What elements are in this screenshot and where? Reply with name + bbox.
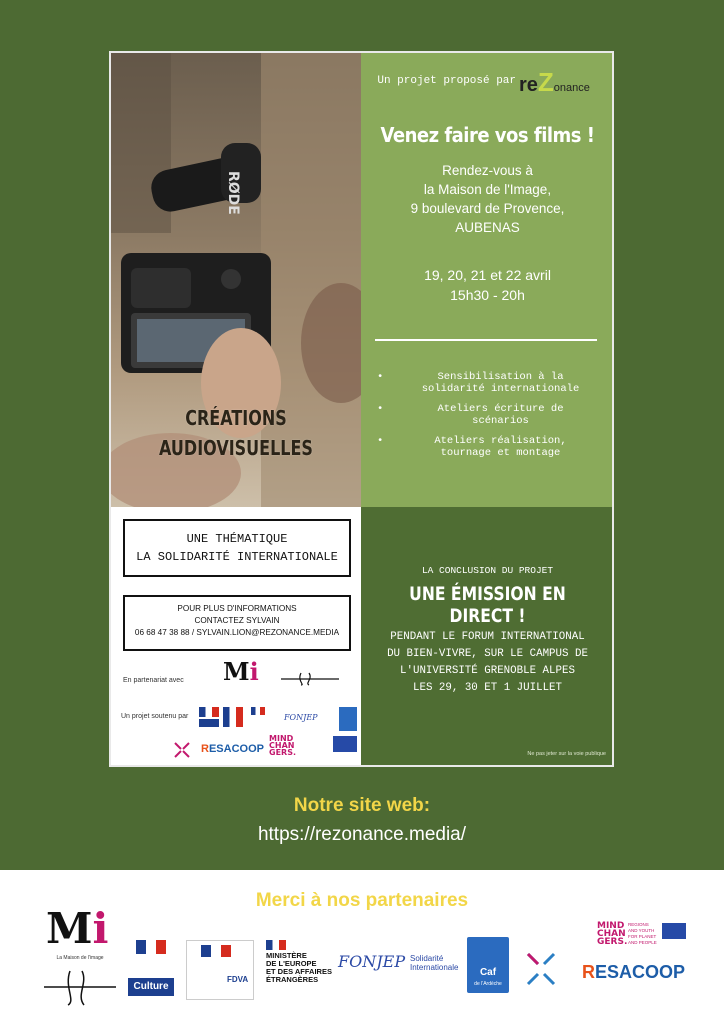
dates (361, 265, 614, 305)
resacoop-logo-small (201, 743, 264, 755)
culture-label: Culture (128, 978, 174, 996)
address-line: 9 boulevard de Provence, (410, 201, 565, 216)
mindchangers-sub (628, 922, 657, 946)
caf-label: Caf (479, 967, 497, 978)
republique-francaise-logo-small (199, 707, 219, 717)
fdva-logo (186, 940, 254, 1000)
rezonance-logo-z: Z (537, 67, 554, 97)
mindchangers-sub-line: AND PEOPLE (628, 940, 657, 945)
fonjep-sub-line: Internationale (410, 963, 459, 972)
mi-mark: Mi (46, 904, 109, 953)
proposed-by-label: Un projet proposé par (377, 75, 516, 87)
activity-item (371, 403, 606, 427)
resacoop-r: R (582, 962, 595, 982)
resacoop-rest: ESACOOP (208, 743, 264, 755)
forum-line: LES 29, 30 ET 1 JUILLET (412, 682, 563, 694)
emission-title: UNE ÉMISSION EN DIRECT ! (409, 583, 566, 627)
address-line: Rendez-vous à (442, 163, 533, 178)
fdva-label: FDVA (227, 975, 249, 984)
ministere-text (266, 952, 332, 984)
headline: Venez faire vos films ! (380, 123, 595, 147)
forum-line: L'UNIVERSITÉ GRENOBLE ALPES (400, 665, 575, 677)
rezonance-logo-sub: onance (553, 82, 590, 94)
signature-logo (42, 967, 118, 1007)
fonjep-sub (410, 954, 458, 972)
conclusion-label: LA CONCLUSION DU PROJET (421, 565, 554, 576)
theme-line2: LA SOLIDARITÉ INTERNATIONALE (136, 550, 338, 564)
activity-list (371, 371, 606, 467)
fonjep-logo (338, 952, 468, 982)
contact-line1: POUR PLUS D'INFORMATIONS (177, 604, 297, 613)
mindchangers-logo-small (269, 735, 296, 757)
conclusion-panel (361, 507, 614, 767)
svg-text:RØDE: RØDE (225, 171, 241, 215)
maison-image-caption: La Maison de l'image (56, 955, 104, 961)
forum-line: PENDANT LE FORUM INTERNATIONAL (390, 631, 585, 643)
forum-text (365, 629, 610, 697)
fonjep-sub-line: Solidarité (410, 954, 444, 963)
website-label: Notre site web: (293, 795, 431, 816)
eu-flag-icon (662, 923, 686, 939)
activity-line: • Ateliers réalisation, (434, 435, 567, 447)
photo-title-line1: CRÉATIONS (185, 406, 287, 430)
rezonance-logo (519, 67, 609, 97)
photo-title-line2: AUDIOVISUELLES (159, 436, 313, 460)
website-link[interactable]: https://rezonance.media/ (257, 824, 467, 845)
mindchangers-sub-line: FOR PLANET (628, 934, 657, 939)
caf-sub: de l'Ardèche (474, 981, 502, 987)
dates-days: 19, 20, 21 et 22 avril (424, 267, 551, 283)
mindchangers-line: MIND (269, 734, 294, 743)
activity-line: • Sensibilisation à la (437, 371, 564, 383)
arrows-logo-small (173, 741, 191, 759)
contact-line3: 06 68 47 38 88 / SYLVAIN.LION@REZONANCE.MEDIA (134, 628, 340, 637)
ministere-affaires-etrangeres-logo (266, 940, 346, 998)
culture-logo-small (199, 719, 219, 727)
support-label: Un projet soutenu par (121, 713, 189, 720)
resacoop-r: R (201, 743, 209, 755)
activity-line: scénarios (472, 415, 529, 427)
mindchangers-line: GERS. (269, 748, 296, 758)
culture-logo (128, 940, 174, 998)
resacoop-logo (582, 962, 685, 983)
poster (109, 51, 614, 767)
address-line: la Maison de l'Image, (423, 182, 552, 197)
fdva-logo-small (223, 707, 243, 727)
caf-logo-small (339, 707, 357, 731)
activity-line: • Ateliers écriture de (437, 403, 564, 415)
activity-item (371, 435, 606, 459)
ministere-line: MINISTÈRE (266, 951, 307, 960)
rezonance-logo-re: re (519, 74, 538, 96)
info-panel (361, 53, 614, 507)
eu-flag-logo-small (333, 736, 357, 752)
ministere-line: ET DES AFFAIRES (266, 967, 332, 976)
theme-box (123, 519, 351, 577)
maison-image-logo (40, 905, 120, 1015)
partners-title: Merci à nos partenaires (255, 890, 469, 911)
fonjep-logo-small: FONJEP (284, 713, 318, 722)
activity-line: solidarité internationale (421, 383, 580, 395)
divider (375, 339, 597, 341)
mindchangers-line: CHAN (269, 741, 295, 751)
mindchangers-sub-line: AND YOUTH (628, 928, 655, 933)
photo-title (136, 403, 336, 463)
contact-line2: CONTACTEZ SYLVAIN (194, 616, 280, 625)
ministere-logo-small (251, 707, 265, 715)
arrows-logo (524, 950, 558, 988)
mindchangers-line: MIND (597, 921, 625, 931)
camera-photo (111, 53, 361, 507)
dates-hours: 15h30 - 20h (450, 287, 525, 303)
marianne-flag-icon (266, 940, 286, 950)
activity-item (371, 371, 606, 395)
ministere-line: DE L'EUROPE (266, 959, 317, 968)
address (361, 161, 614, 237)
mindchangers-logo (597, 922, 627, 946)
activity-line: tournage et montage (440, 447, 561, 459)
recycling-notice: Ne pas jeter sur la voie publique (527, 751, 606, 757)
marianne-flag-icon (201, 945, 231, 957)
maison-image-logo-small: Mi (223, 657, 259, 686)
signature-logo-small (279, 671, 341, 687)
address-line: AUBENAS (455, 220, 520, 235)
mindchangers-line: GERS. (597, 937, 628, 948)
resacoop-rest: ESACOOP (595, 962, 686, 982)
mindchangers-line: CHAN (597, 929, 626, 940)
theme-line1: UNE THÉMATIQUE (186, 532, 288, 546)
caf-ardeche-logo (467, 937, 509, 993)
marianne-flag-icon (136, 940, 166, 954)
mindchangers-sub-line: REGIONS (628, 922, 649, 927)
ministere-line: ÉTRANGÈRES (266, 975, 319, 984)
forum-line: DU BIEN-VIVRE, SUR LE CAMPUS DE (387, 648, 588, 660)
fonjep-mark: FONJEP (338, 952, 406, 971)
contact-box (123, 595, 351, 651)
partner-label: En partenariat avec (123, 677, 184, 684)
